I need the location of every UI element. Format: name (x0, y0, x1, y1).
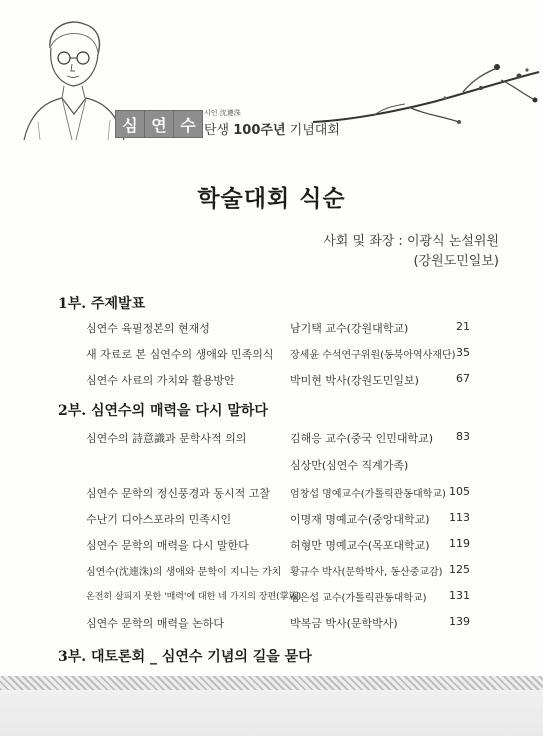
poet-hanja: 沈連洙 (219, 109, 241, 117)
anniversary-suffix: 기념대회 (285, 123, 340, 138)
footer-decoration (0, 676, 543, 736)
program-row (0, 430, 543, 450)
speaker: 장세윤 수석연구위원(동북아역사재단) (290, 350, 456, 361)
speaker: 박복금 박사(문학박사) (290, 617, 398, 630)
speaker: 이명재 명예교수(중앙대학교) (290, 513, 430, 526)
talk-title: 수난기 디아스포라의 민족시인 (86, 513, 232, 526)
header-banner (0, 0, 543, 150)
hatched-border (0, 676, 543, 690)
anniversary-caption (204, 119, 340, 138)
moderator-affiliation: (강원도민일보) (413, 254, 499, 269)
section-heading-1: 1부. 주제발표 (58, 296, 146, 312)
section-heading-2: 2부. 심연수의 매력을 다시 말하다 (58, 403, 268, 419)
page-number: 139 (449, 615, 470, 628)
poet-name-char-1: 심 (115, 110, 145, 138)
page-title: 학술대회 식순 (197, 186, 346, 212)
program-row (0, 485, 543, 505)
page-number: 105 (449, 485, 470, 498)
talk-title: 심연수 육필정본의 현재성 (86, 322, 210, 335)
speaker: 심은섭 교수(가톨릭관동대학교) (290, 593, 427, 604)
talk-title: 심연수의 詩意識과 문학사적 의의 (86, 432, 247, 445)
talk-title: 심연수 문학의 정신풍경과 동시적 고찰 (86, 487, 271, 500)
program-row (0, 457, 543, 477)
section-heading-3: 3부. 대토론회 _ 심연수 기념의 길을 묻다 (58, 649, 312, 665)
poet-name-char-3: 수 (173, 110, 203, 138)
moderator-info (239, 232, 499, 272)
program-row (0, 372, 543, 392)
page-number: 67 (456, 372, 470, 385)
program-row (0, 511, 543, 531)
moderator-line: 사회 및 좌장 : 이광식 논설위원 (323, 234, 499, 249)
poet-label (204, 108, 241, 118)
program-row (0, 563, 543, 583)
speaker: 허형만 명예교수(목포대학교) (290, 539, 430, 552)
talk-title: 심연수 문학의 매력을 논하다 (86, 617, 225, 630)
anniversary-years: 100주년 (233, 123, 286, 138)
talk-title: 심연수 사료의 가치와 활용방안 (86, 374, 235, 387)
page-number: 113 (449, 511, 470, 524)
speaker: 남기택 교수(강원대학교) (290, 322, 409, 335)
program-row (0, 589, 543, 609)
speaker: 황규수 박사(문학박사, 동산중교감) (290, 567, 443, 578)
speaker: 김해응 교수(중국 인민대학교) (290, 432, 434, 445)
poet-label-text: 시인 (204, 109, 218, 117)
talk-title: 온전히 살피지 못한 '매력'에 대한 네 가지의 장편(掌篇) (86, 592, 302, 602)
talk-title: 심연수 문학의 매력을 다시 말한다 (86, 539, 249, 552)
speaker: 심상만(심연수 직계가족) (290, 459, 409, 472)
program-row (0, 320, 543, 340)
talk-title: 새 자료로 본 심연수의 생애와 민족의식 (86, 348, 274, 361)
poet-portrait-sketch (18, 14, 128, 142)
speaker: 엄창섭 명예교수(가톨릭관동대학교) (290, 489, 446, 500)
program-row (0, 346, 543, 366)
page-number: 119 (449, 537, 470, 550)
plum-branch-ink-illustration (313, 50, 543, 130)
program-row (0, 537, 543, 557)
anniversary-prefix: 탄생 (204, 123, 234, 138)
poet-name-char-2: 연 (144, 110, 174, 138)
page-number: 35 (456, 346, 470, 359)
page-number: 125 (449, 563, 470, 576)
page-number: 83 (456, 430, 470, 443)
page-number: 21 (456, 320, 470, 333)
speaker: 박미현 박사(강원도민일보) (290, 374, 419, 387)
page-number: 131 (449, 589, 470, 602)
program-row (0, 615, 543, 635)
talk-title: 심연수(沈連洙)의 생애와 문학이 지니는 가치 (86, 567, 282, 578)
